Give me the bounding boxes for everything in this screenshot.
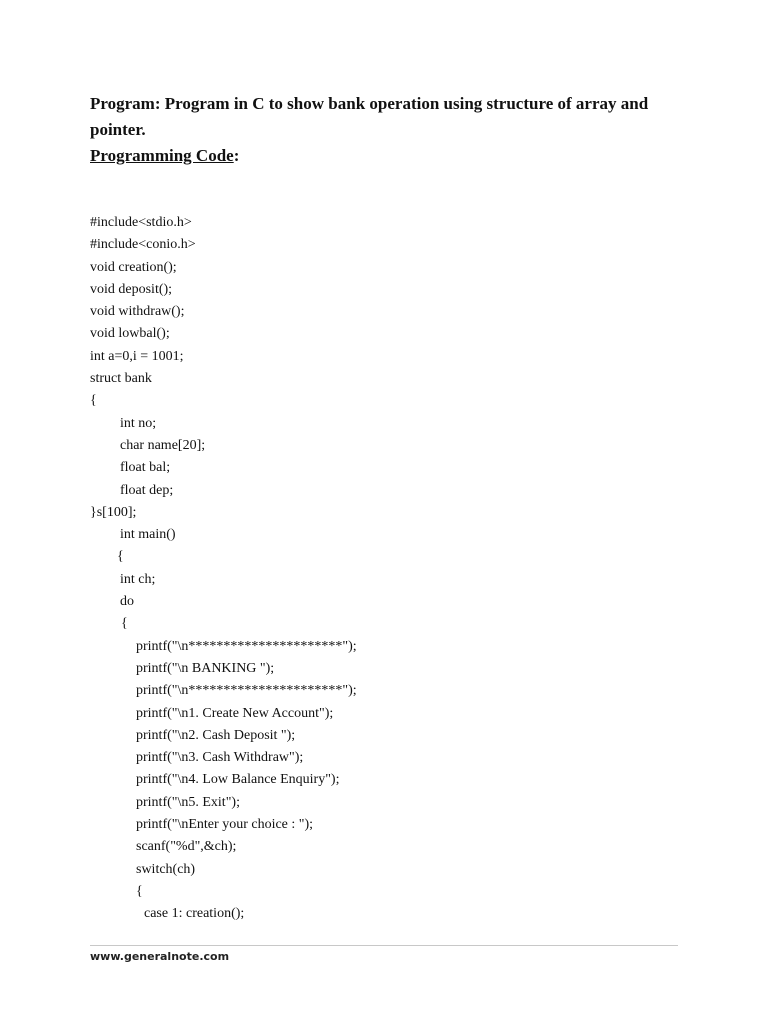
code-line-text: int main() bbox=[120, 527, 176, 543]
code-section-label bbox=[90, 143, 239, 169]
code-line bbox=[0, 792, 768, 814]
code-line-text: printf("\n BANKING "); bbox=[136, 660, 275, 676]
code-line bbox=[0, 836, 768, 858]
code-line-text: #include<stdio.h> bbox=[90, 215, 192, 230]
code-line-text: printf("\n**********************"); bbox=[136, 683, 357, 699]
code-line bbox=[0, 546, 768, 568]
program-title: Program: Program in C to show bank operation using structure of array and pointer. bbox=[90, 94, 649, 139]
code-line bbox=[0, 859, 768, 881]
code-line-text: void deposit(); bbox=[90, 281, 173, 297]
code-line bbox=[0, 725, 768, 747]
code-line-text: { bbox=[136, 883, 143, 899]
code-line-text: printf("\n4. Low Balance Enquiry"); bbox=[136, 772, 340, 788]
code-line-text: int a=0,i = 1001; bbox=[90, 348, 184, 364]
code-line bbox=[0, 881, 768, 903]
code-line bbox=[0, 257, 768, 279]
footer-divider bbox=[90, 945, 678, 946]
code-line-text: char name[20]; bbox=[120, 437, 206, 453]
code-line bbox=[0, 346, 768, 368]
code-line-text: printf("\n1. Create New Account"); bbox=[136, 705, 334, 721]
code-line bbox=[0, 502, 768, 524]
code-line bbox=[0, 413, 768, 435]
code-line bbox=[0, 636, 768, 658]
code-line-text: { bbox=[90, 393, 97, 409]
code-line bbox=[0, 569, 768, 591]
code-line-text: int no; bbox=[120, 415, 157, 431]
code-line-text: float dep; bbox=[120, 482, 174, 498]
code-block bbox=[0, 212, 768, 926]
code-line-text: printf("\nEnter your choice : "); bbox=[136, 817, 314, 833]
code-line bbox=[0, 368, 768, 390]
code-line-text: printf("\n5. Exit"); bbox=[136, 794, 240, 810]
code-line bbox=[0, 703, 768, 725]
code-line-text: printf("\n3. Cash Withdraw"); bbox=[136, 750, 304, 766]
code-line-text: printf("\n2. Cash Deposit "); bbox=[136, 727, 296, 743]
code-line bbox=[0, 769, 768, 791]
code-line bbox=[0, 747, 768, 769]
code-line bbox=[0, 390, 768, 412]
code-line bbox=[0, 457, 768, 479]
code-line bbox=[0, 591, 768, 613]
code-line bbox=[0, 279, 768, 301]
code-line-text: void creation(); bbox=[90, 259, 177, 275]
code-line-text: { bbox=[121, 616, 128, 632]
code-line-text: switch(ch) bbox=[136, 861, 196, 877]
footer-website: www.generalnote.com bbox=[90, 950, 230, 963]
code-line-text: do bbox=[120, 594, 134, 610]
code-line-text: scanf("%d",&ch); bbox=[136, 839, 237, 855]
code-line-text: void withdraw(); bbox=[90, 304, 185, 320]
code-line-text: printf("\n**********************"); bbox=[136, 638, 357, 654]
code-section-label-text: Programming Code bbox=[90, 146, 234, 165]
code-line bbox=[0, 301, 768, 323]
code-line bbox=[0, 323, 768, 345]
code-section-label-colon: : bbox=[233, 146, 240, 165]
code-line bbox=[0, 658, 768, 680]
code-line bbox=[0, 814, 768, 836]
code-line bbox=[0, 234, 768, 256]
code-line-text: void lowbal(); bbox=[90, 326, 170, 342]
code-line-text: struct bank bbox=[90, 371, 152, 387]
code-line bbox=[0, 212, 768, 234]
code-line bbox=[0, 903, 768, 925]
code-line-text: }s[100]; bbox=[90, 504, 137, 520]
code-line bbox=[0, 480, 768, 502]
code-line-text: int ch; bbox=[120, 571, 156, 587]
code-line bbox=[0, 435, 768, 457]
code-line bbox=[0, 613, 768, 635]
code-line-text: float bal; bbox=[120, 460, 171, 476]
code-line-text: #include<conio.h> bbox=[90, 237, 196, 253]
code-line-text: case 1: creation(); bbox=[144, 906, 245, 922]
code-line-text: { bbox=[117, 549, 124, 565]
code-line bbox=[0, 680, 768, 702]
code-line bbox=[0, 524, 768, 546]
